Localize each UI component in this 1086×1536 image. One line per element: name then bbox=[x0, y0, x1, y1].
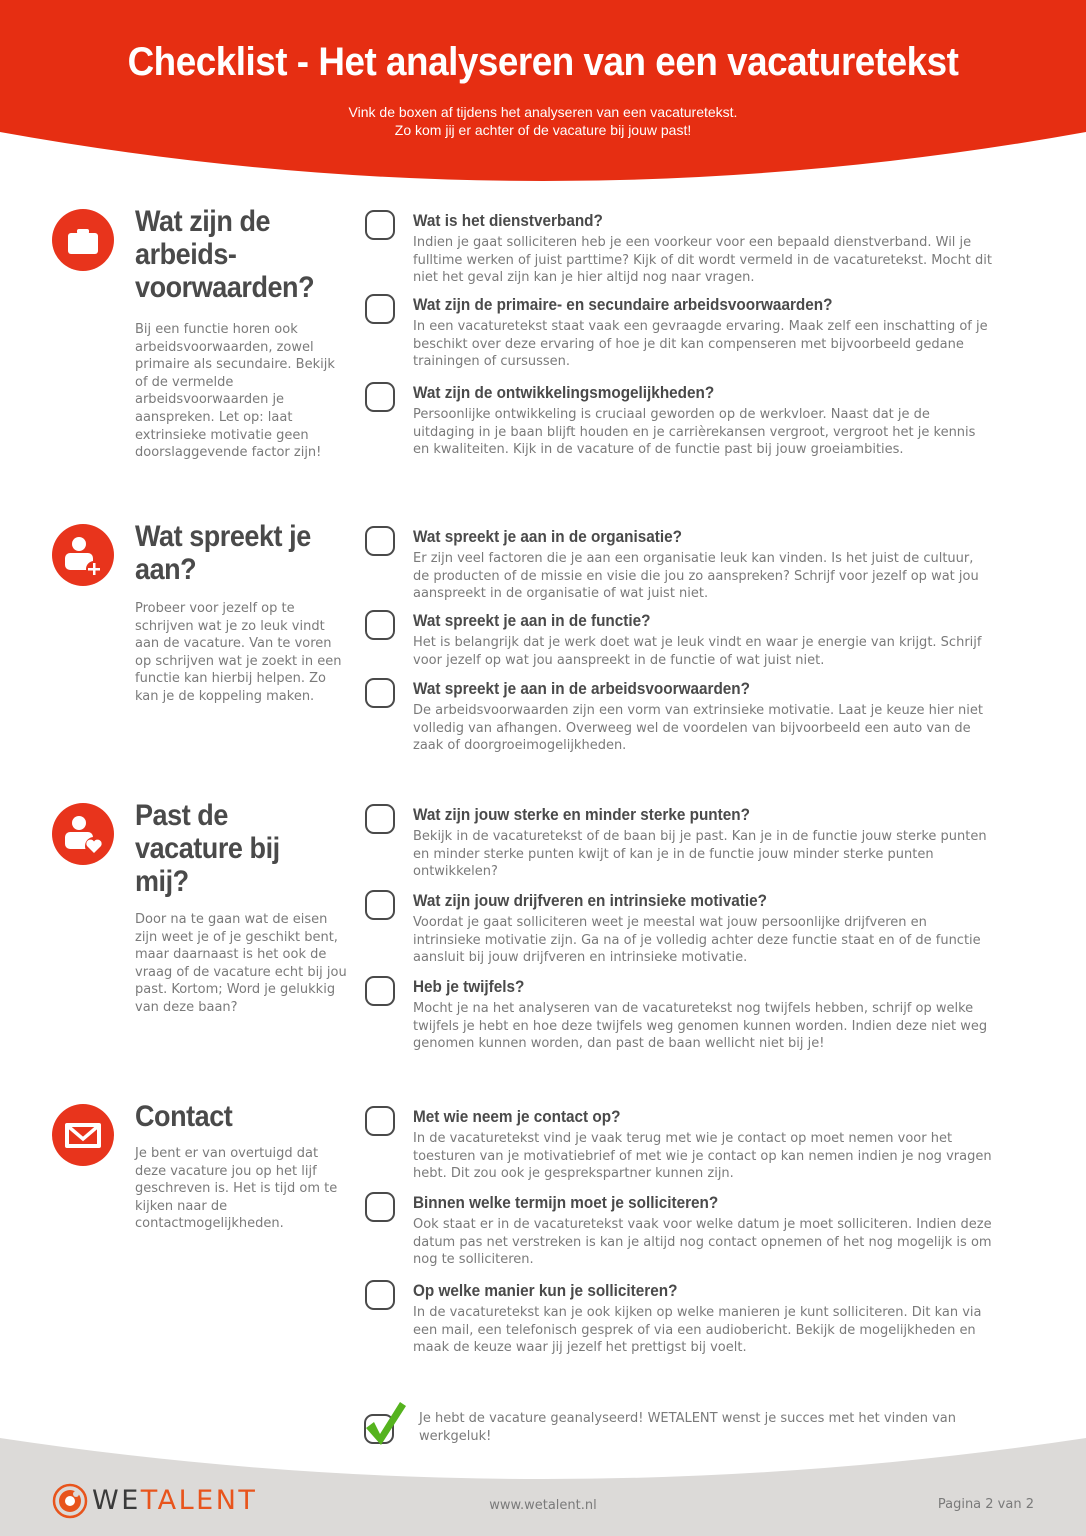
item-title: Wat zijn de ontwikkelingsmogelijkheden? bbox=[413, 383, 715, 402]
page-title: Checklist - Het analyseren van een vacaturetekst bbox=[127, 40, 959, 84]
item-body: Er zijn veel factoren die je aan een organisatie leuk kan vinden. Is het juist de cultuur, de producten of de missie en visie die jou zo aanspreken? Schrijf voor jezelf op wat jou aanspreekt in de organisatie of wat juist niet. bbox=[413, 551, 979, 602]
page-subtitle bbox=[0, 103, 1086, 139]
item-body: Bekijk in de vacaturetekst of de baan bij je past. Kan je in de functie jouw sterke punten en minder sterke punten kwijt of kan je in de functie jouw minder sterke punten ontwikkelen? bbox=[413, 829, 987, 880]
checkbox[interactable] bbox=[365, 294, 395, 324]
checkbox[interactable] bbox=[365, 1192, 395, 1222]
header-background bbox=[0, 0, 1086, 190]
item-title: Binnen welke termijn moet je solliciteren? bbox=[413, 1193, 719, 1212]
checkbox[interactable] bbox=[365, 610, 395, 640]
item-body: Ook staat er in de vacaturetekst vaak voor welke datum je moet solliciteren. Indien deze datum pas net verstreken is kan je altijd nog contact opnemen of het nog mogelijk is om nog te solliciteren. bbox=[413, 1217, 992, 1268]
item-title: Op welke manier kun je solliciteren? bbox=[413, 1281, 678, 1300]
item-title: Wat is het dienstverband? bbox=[413, 211, 603, 230]
wetalent-logo-text: WETALENT bbox=[92, 1485, 258, 1516]
checkbox[interactable] bbox=[365, 1106, 395, 1136]
item-title: Wat zijn de primaire- en secundaire arbeidsvoorwaarden? bbox=[413, 295, 833, 314]
item-body: In de vacaturetekst vind je vaak terug met wie je contact op moet nemen voor het toesturen van je motivatiebrief of met wie je contact op kan nemen indien je nog vragen hebt. Dit zou ook je gesprekspartner kunnen zijn. bbox=[413, 1131, 992, 1182]
item-body: Persoonlijke ontwikkeling is cruciaal geworden op de werkvloer. Naast dat je de uitdaging in je baan blijft houden en je carrièrekansen vergroot, vergroot het je kennis en kwaliteiten. Kijk in de vacature of de functie past bij jouw groeiambities. bbox=[413, 407, 976, 458]
section-description: Probeer voor jezelf op te schrijven wat je zo leuk vindt aan de vacature. Van te voren op schrijven wat je zoekt in een functie kan hierbij helpen. Zo kan je de koppeling maken. bbox=[135, 601, 342, 704]
item-body: Voordat je gaat solliciteren weet je meestal wat jouw persoonlijke drijfveren en intrinsieke motivatie zijn. Ga na of je volledig achter deze functie staat en of de functie aansluit bij jouw drijfveren en intrinsieke motivatie. bbox=[413, 915, 981, 966]
item-title: Wat spreekt je aan in de functie? bbox=[413, 611, 651, 630]
item-body: In een vacaturetekst staat vaak een gevraagde ervaring. Maak zelf een inschatting of je beschikt over deze ervaring of hoe je dit kan compenseren met bijvoorbeeld gedane trainingen of cursussen. bbox=[413, 319, 988, 370]
item-body: Het is belangrijk dat je werk doet wat je leuk vindt en waar je energie van krijgt. Schrijf voor jezelf op wat jou aanspreekt in de functie of wat juist niet. bbox=[413, 635, 982, 668]
item-body: In de vacaturetekst kan je ook kijken op welke manieren je kunt solliciteren. Dit kan via een mail, een telefonisch gesprek of via een audiobericht. Bekijk de mogelijkheden en maak de keuze waar jij jezelf het prettigst bij voelt. bbox=[413, 1305, 982, 1356]
item-title: Wat spreekt je aan in de arbeidsvoorwaarden? bbox=[413, 679, 750, 698]
section-description: Bij een functie horen ook arbeidsvoorwaarden, zowel primaire als secundaire. Bekijk of de vermelde arbeidsvoorwaarden je aanspreken. Let op: laat extrinsieke motivatie geen doorslaggevende factor zijn! bbox=[135, 322, 335, 461]
user-heart-icon bbox=[52, 803, 114, 865]
item-title: Heb je twijfels? bbox=[413, 977, 525, 996]
checkbox[interactable] bbox=[365, 804, 395, 834]
item-body: Indien je gaat solliciteren heb je een voorkeur voor een bepaald dienstverband. Wil je fulltime werken of juist parttime? Kijk of dit wordt vermeld in de vacaturetekst. Mocht dit niet het geval zijn kan je hier altijd nog naar vragen. bbox=[413, 235, 992, 286]
subtitle-line-1: Vink de boxen af tijdens het analyseren van een vacaturetekst. bbox=[348, 104, 738, 120]
checkbox[interactable] bbox=[365, 210, 395, 240]
section-description: Door na te gaan wat de eisen zijn weet je of je geschikt bent, maar daarnaast is het ook de vraag of de vacature echt bij jou past. Kortom; Word je gelukkig van deze baan? bbox=[135, 912, 347, 1015]
section-description: Je bent er van overtuigd dat deze vacature jou op het lijf geschreven is. Het is tijd om te kijken naar de contactmogelijkheden. bbox=[135, 1146, 338, 1232]
item-body: De arbeidsvoorwaarden zijn een vorm van extrinsieke motivatie. Laat je keuze hier niet volledig van afhangen. Overweeg wel de voordelen van bijvoorbeeld een auto van de zaak of doorgroeimogelijkheden. bbox=[413, 703, 983, 754]
footer-url[interactable]: www.wetalent.nl bbox=[489, 1498, 597, 1513]
completion-message bbox=[362, 1400, 1002, 1450]
section-title: Wat spreekt je aan? bbox=[135, 520, 311, 586]
item-title: Met wie neem je contact op? bbox=[413, 1107, 621, 1126]
section-title: Past de vacature bij mij? bbox=[135, 799, 280, 898]
item-title: Wat spreekt je aan in de organisatie? bbox=[413, 527, 682, 546]
checkbox[interactable] bbox=[365, 382, 395, 412]
section-title: Wat zijn de arbeids- voorwaarden? bbox=[135, 205, 315, 304]
completion-text: Je hebt de vacature geanalyseerd! WETALENT wenst je succes met het vinden van werkgeluk! bbox=[419, 1411, 956, 1444]
item-title: Wat zijn jouw drijfveren en intrinsieke motivatie? bbox=[413, 891, 767, 910]
user-add-icon bbox=[52, 524, 114, 586]
checked-box-icon bbox=[362, 1400, 408, 1446]
item-body: Mocht je na het analyseren van de vacaturetekst nog twijfels hebben, schrijf op welke twijfels je hebt en hoe deze twijfels weg genomen kunnen worden. Indien deze niet weg genomen kunnen worden, dan past de baan wellicht niet bij je! bbox=[413, 1001, 988, 1052]
checkbox[interactable] bbox=[365, 678, 395, 708]
subtitle-line-2: Zo kom jij er achter of de vacature bij jouw past! bbox=[394, 122, 692, 138]
section-title: Contact bbox=[135, 1100, 233, 1133]
checkbox[interactable] bbox=[365, 890, 395, 920]
page-number: Pagina 2 van 2 bbox=[937, 1497, 1034, 1512]
briefcase-icon bbox=[52, 209, 114, 271]
envelope-icon bbox=[52, 1104, 114, 1166]
checkbox[interactable] bbox=[365, 1280, 395, 1310]
checkbox[interactable] bbox=[365, 976, 395, 1006]
header-banner bbox=[0, 0, 1086, 190]
checkbox[interactable] bbox=[365, 526, 395, 556]
item-title: Wat zijn jouw sterke en minder sterke punten? bbox=[413, 805, 750, 824]
